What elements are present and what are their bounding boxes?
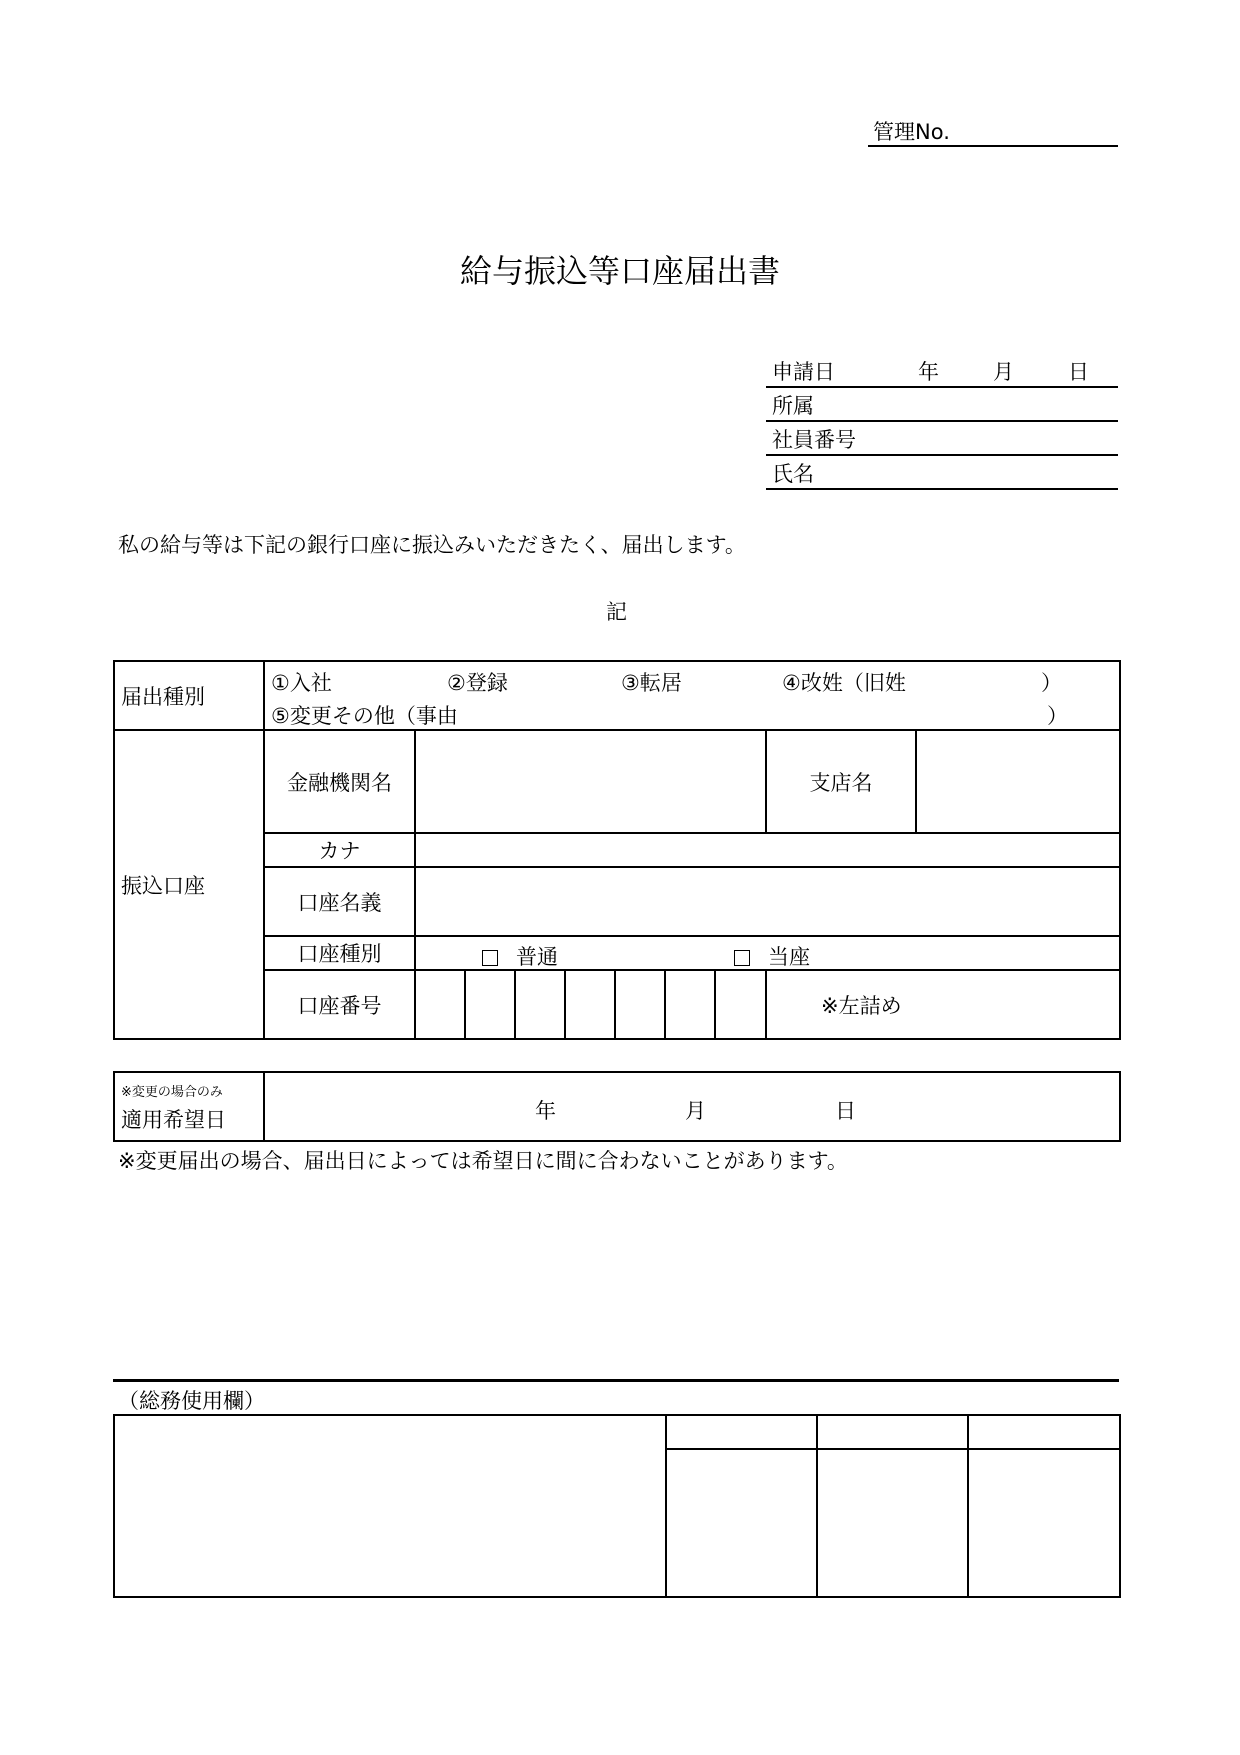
application-year-label: 年 xyxy=(918,360,939,384)
left-align-note: ※左詰め xyxy=(821,993,902,1018)
option-other-change[interactable]: ⑤変更その他（事由 xyxy=(271,703,458,728)
name-line xyxy=(766,488,1118,490)
account-holder-label: 口座名義 xyxy=(264,867,415,936)
statement-text: 私の給与等は下記の銀行口座に振込みいただきたく、届出します。 xyxy=(118,533,746,557)
bank-name-label: 金融機関名 xyxy=(264,730,415,833)
account-digit-5[interactable] xyxy=(615,970,665,1039)
apply-year-label: 年 xyxy=(535,1098,556,1123)
application-date-label: 申請日 xyxy=(772,360,835,384)
bank-row xyxy=(114,730,1120,833)
admin-notes-area[interactable] xyxy=(114,1415,666,1597)
page-title: 給与振込等口座届出書 xyxy=(459,252,780,290)
bank-name-field[interactable] xyxy=(415,730,766,833)
option-move[interactable]: ③転居 xyxy=(621,670,682,695)
admin-top-line xyxy=(113,1379,1119,1382)
type-current-label: 当座 xyxy=(768,945,810,969)
account-holder-field[interactable] xyxy=(415,867,1120,936)
option-other-change-close: ） xyxy=(1047,703,1068,728)
type-ordinary-option[interactable] xyxy=(482,941,558,971)
affiliation-line xyxy=(766,420,1118,422)
notification-type-options xyxy=(264,661,1120,730)
branch-name-label: 支店名 xyxy=(766,730,916,833)
branch-name-field[interactable] xyxy=(916,730,1120,833)
apply-day-label: 日 xyxy=(835,1098,856,1123)
admin-stamp-2[interactable] xyxy=(817,1449,968,1597)
option-name-change-close: ） xyxy=(1041,670,1062,695)
admin-stamp-3[interactable] xyxy=(968,1449,1120,1597)
account-number-label: 口座番号 xyxy=(264,970,415,1039)
ki-label: 記 xyxy=(606,600,627,624)
type-ordinary-label: 普通 xyxy=(516,945,558,969)
kana-label: カナ xyxy=(264,833,415,867)
account-digit-2[interactable] xyxy=(465,970,515,1039)
option-join[interactable]: ①入社 xyxy=(271,670,332,695)
account-digit-1[interactable] xyxy=(415,970,465,1039)
admin-stamp-header-2 xyxy=(817,1415,968,1449)
notification-type-label: 届出種別 xyxy=(114,661,264,730)
application-day-label: 日 xyxy=(1068,360,1089,384)
kana-row xyxy=(114,833,1120,867)
account-digit-7[interactable] xyxy=(715,970,766,1039)
transfer-account-label: 振込口座 xyxy=(114,730,264,1039)
admin-label: （総務使用欄） xyxy=(118,1389,265,1413)
account-type-row xyxy=(114,936,1120,970)
affiliation-label: 所属 xyxy=(772,394,814,418)
notification-type-row xyxy=(114,661,1120,730)
admin-stamp-header-1 xyxy=(666,1415,817,1449)
account-type-label: 口座種別 xyxy=(264,936,415,970)
employee-number-label: 社員番号 xyxy=(772,428,856,452)
application-month-label: 月 xyxy=(993,360,1014,384)
application-date-line xyxy=(766,386,1118,388)
admin-stamp-header-3 xyxy=(968,1415,1120,1449)
holder-row xyxy=(114,867,1120,936)
apply-date-field[interactable] xyxy=(264,1072,1120,1141)
apply-date-small-note: ※変更の場合のみ xyxy=(121,1085,223,1100)
left-align-note-cell xyxy=(766,970,1120,1039)
management-no-underline xyxy=(868,145,1118,147)
apply-month-label: 月 xyxy=(685,1098,706,1123)
employee-number-line xyxy=(766,454,1118,456)
option-register[interactable]: ②登録 xyxy=(447,670,508,695)
ordinary-checkbox[interactable] xyxy=(482,950,498,966)
apply-date-label: 適用希望日 xyxy=(121,1108,226,1132)
account-type-options xyxy=(415,936,1120,970)
admin-stamp-1[interactable] xyxy=(666,1449,817,1597)
type-current-option[interactable] xyxy=(734,941,810,971)
account-form-table xyxy=(113,660,1121,1040)
name-label: 氏名 xyxy=(772,462,814,486)
account-digit-6[interactable] xyxy=(665,970,715,1039)
account-number-row xyxy=(114,970,1120,1039)
account-digit-3[interactable] xyxy=(515,970,565,1039)
apply-date-label-cell xyxy=(114,1072,264,1141)
account-digit-4[interactable] xyxy=(565,970,615,1039)
apply-date-table xyxy=(113,1071,1121,1142)
current-checkbox[interactable] xyxy=(734,950,750,966)
management-no-label: 管理No. xyxy=(873,120,950,144)
kana-field[interactable] xyxy=(415,833,1120,867)
option-name-change[interactable]: ④改姓（旧姓 xyxy=(782,670,906,695)
admin-table xyxy=(113,1414,1121,1598)
apply-note: ※変更届出の場合、届出日によっては希望日に間に合わないことがあります。 xyxy=(118,1149,848,1173)
